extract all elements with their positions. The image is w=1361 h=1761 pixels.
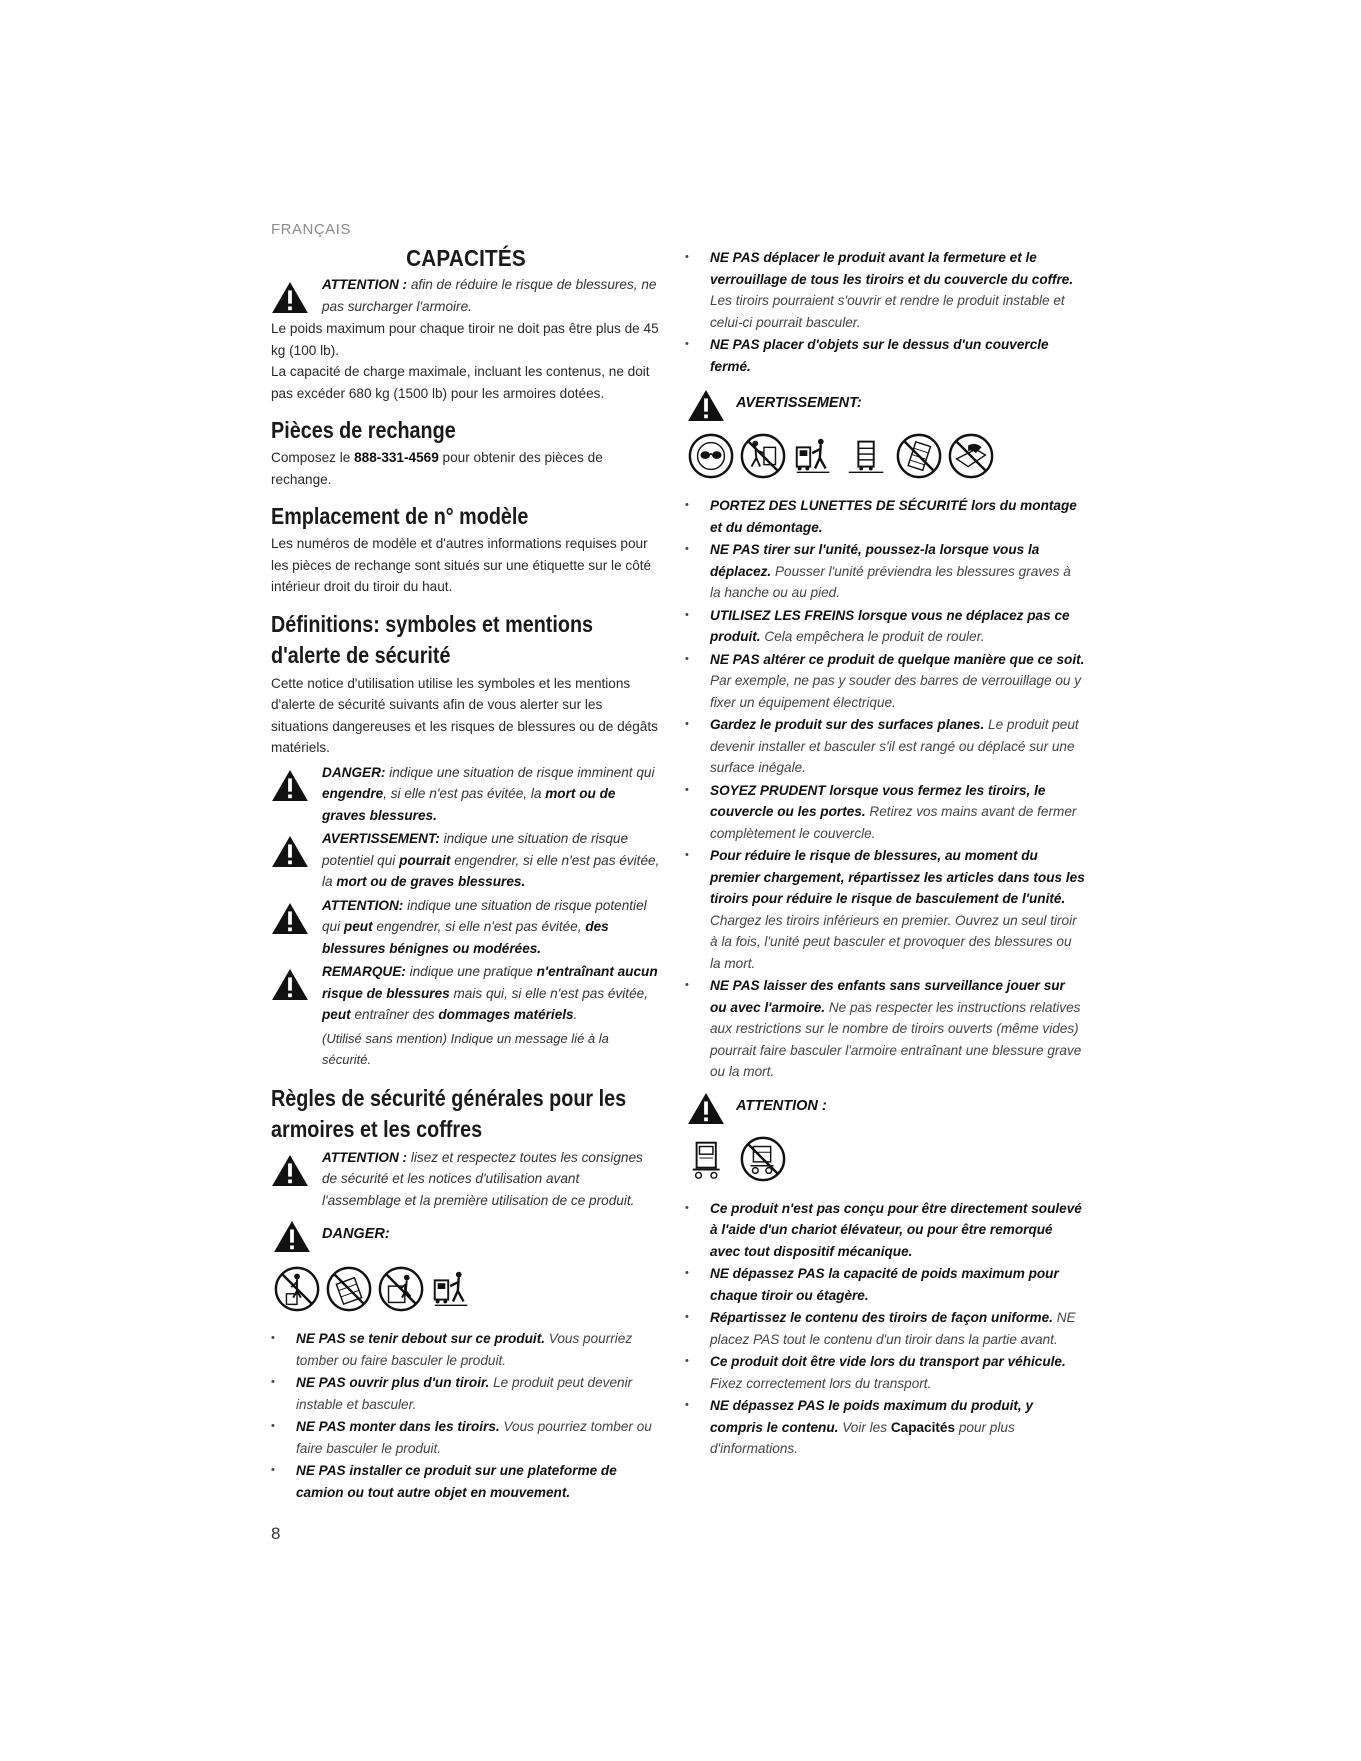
warning-triangle-icon [271, 835, 309, 868]
list-item: • NE PAS déplacer le produit avant la fermeture et le verrouillage de tous les tiroirs et du couvercle du coffre. Les tiroirs pourraient s'ouvrir et rendre le produit instable et celui-ci pourrait basculer. [685, 247, 1085, 333]
list-item: • PORTEZ DES LUNETTES DE SÉCURITÉ lors du montage et du démontage. [685, 495, 1085, 538]
regles-danger [271, 1220, 661, 1262]
warning-triangle-icon [271, 1154, 309, 1187]
capacites-title: CAPACITÉS [406, 245, 526, 271]
pieces-title: Pièces de rechange [271, 417, 456, 443]
avertissement-alert [685, 389, 1085, 431]
capacites-attention [271, 274, 661, 317]
push-cart-icon [791, 432, 839, 480]
danger-definition: DANGER: indique une situation de risque imminent qui engendre, si elle n'est pas évitée, la mort ou de graves blessures. [271, 762, 661, 827]
attention-definition: ATTENTION: indique une situation de risque potentiel qui peut engendrer, si elle n'est pas évitée, des blessures bénignes ou modérées. [271, 895, 661, 960]
avertissement-icons-row [687, 431, 1085, 481]
emplacement-text: Les numéros de modèle et d'autres informations requises pour les pièces de rechange sont situés sur une étiquette sur le côté intérieur droit du tiroir du haut. [271, 536, 652, 594]
warning-triangle-icon [271, 769, 309, 802]
avertissement-label: AVERTISSEMENT: [736, 395, 862, 411]
list-item: • Ce produit doit être vide lors du transport par véhicule. Fixez correctement lors du transport. [685, 1351, 1085, 1394]
no-forklift-icon [687, 1135, 735, 1183]
remarque-definition: REMARQUE: indique une pratique n'entraînant aucun risque de blessures mais qui, si elle n'est pas évitée, peut entraîner des dommages matériels. (Utilisé sans mention) Indique un message lié à la sécurité. [271, 961, 661, 1071]
level-surface-icon [843, 432, 891, 480]
danger-bullets [271, 1328, 661, 1503]
attention-icons-row [687, 1134, 1085, 1184]
warning-triangle-icon [687, 389, 725, 422]
regles-attention: ATTENTION : lisez et respectez toutes les consignes de sécurité et les notices d'utilisation avant l'assemblage et la première utilisation de ce produit. [271, 1147, 661, 1212]
no-tipping-icon [895, 432, 943, 480]
right-column [685, 247, 1085, 1461]
definitions-title: Définitions: symboles et mentions d'alerte de sécurité [271, 610, 594, 668]
list-item: • NE PAS placer d'objets sur le dessus d'un couvercle fermé. [685, 334, 1085, 377]
list-item: • Gardez le produit sur des surfaces planes. Le produit peut devenir installer et basculer s'il est rangé ou déplacé sur une surface inégale. [685, 714, 1085, 779]
danger-icons-row [273, 1264, 661, 1314]
attention-label: ATTENTION : [322, 277, 408, 292]
list-item: • NE PAS laisser des enfants sans surveillance jouer sur ou avec l'armoire. Ne pas respecter les instructions relatives aux restrictions sur le nombre de tiroirs ouverts (même vides) pourrait faire basculer l'armoire entraînant une blessure grave ou la mort. [685, 975, 1085, 1083]
pieces-text: Composez le 888-331-4569 pour obtenir des pièces de rechange. [271, 450, 603, 487]
list-item: • Répartissez le contenu des tiroirs de façon uniforme. NE placez PAS tout le contenu d'un tiroir dans la partie avant. [685, 1307, 1085, 1350]
warning-triangle-icon [271, 281, 309, 314]
pinch-hazard-icon [947, 432, 995, 480]
list-item: • SOYEZ PRUDENT lorsque vous fermez les tiroirs, le couvercle ou les portes. Retirez vos mains avant de fermer complètement le couvercle. [685, 780, 1085, 845]
list-item: • UTILISEZ LES FREINS lorsque vous ne déplacez pas ce produit. Cela empêchera le produit de rouler. [685, 605, 1085, 648]
warning-triangle-icon [687, 1092, 725, 1125]
list-item: • NE dépassez PAS la capacité de poids maximum pour chaque tiroir ou étagère. [685, 1263, 1085, 1306]
attention-bullets [685, 1198, 1085, 1460]
list-item: • NE PAS altérer ce produit de quelque manière que ce soit. Par exemple, ne pas y souder des barres de verrouillage ou y fixer un équipement électrique. [685, 649, 1085, 714]
push-cart-icon [429, 1265, 477, 1313]
list-item: • NE PAS tirer sur l'unité, poussez-la lorsque vous la déplacez. Pousser l'unité préviendra les blessures graves à la hanche ou au pied. [685, 539, 1085, 604]
safety-glasses-icon [687, 432, 735, 480]
list-item: • NE dépassez PAS le poids maximum du produit, y compris le contenu. Voir les Capacités pour plus d'informations. [685, 1395, 1085, 1460]
page-number: 8 [271, 1524, 281, 1543]
warning-triangle-icon [271, 902, 309, 935]
list-item: • NE PAS monter dans les tiroirs. Vous pourriez tomber ou faire basculer le produit. [271, 1416, 661, 1459]
warning-triangle-icon [273, 1220, 311, 1253]
remarque-note: (Utilisé sans mention) Indique un message lié à la sécurité. [322, 1030, 609, 1067]
definitions-intro: Cette notice d'utilisation utilise les symboles et les mentions d'alerte de sécurité suivants afin de vous alerter sur les situations dangereuses et les risques de blessures ou de dégâts matériels. [271, 675, 658, 755]
avertissement-bullets [685, 495, 1085, 1083]
regles-title: Règles de sécurité générales pour les armoires et les coffres [271, 1084, 627, 1142]
capacites-drawer-weight: Le poids maximum pour chaque tiroir ne doit pas être plus de 45 kg (100 lb). [271, 321, 659, 358]
attention-label: ATTENTION : [736, 1097, 827, 1114]
attention-alert [685, 1092, 1085, 1134]
list-item: • NE PAS installer ce produit sur une plateforme de camion ou tout autre objet en mouvement. [271, 1460, 661, 1503]
top-bullets [685, 247, 1085, 377]
list-item: • Ce produit n'est pas conçu pour être directement soulevé à l'aide d'un chariot élévateur, ou pour être remorqué avec tout dispositif mécanique. [685, 1198, 1085, 1263]
attention-text: afin de réduire le risque de blessures, ne pas surcharger l'armoire. [322, 277, 657, 314]
phone-number: 888-331-4569 [354, 450, 439, 465]
list-item: • NE PAS se tenir debout sur ce produit. Vous pourriez tomber ou faire basculer le produit. [271, 1328, 661, 1371]
left-column [271, 245, 661, 1504]
no-standing-on-product-icon [273, 1265, 321, 1313]
language-header: FRANÇAIS [271, 221, 351, 238]
capacites-max-load: La capacité de charge maximale, incluant les contenus, ne doit pas excéder 680 kg (1500 lb) pour les armoires dotées. [271, 364, 650, 401]
no-climbing-drawers-icon [377, 1265, 425, 1313]
no-opening-multiple-drawers-icon [325, 1265, 373, 1313]
avertissement-definition: AVERTISSEMENT: indique une situation de risque potentiel qui pourrait engendrer, si elle n'est pas évitée, la mort ou de graves blessures. [271, 828, 661, 893]
no-pulling-cart-icon [739, 432, 787, 480]
danger-label: DANGER: [322, 1226, 390, 1242]
warning-triangle-icon [271, 968, 309, 1001]
list-item: • Pour réduire le risque de blessures, au moment du premier chargement, répartissez les articles dans tous les tiroirs pour réduire le risque de basculement de l'unité. Chargez les tiroirs inférieurs en premier. Ouvrez un seul tiroir à la fois, l'unité peut basculer et provoquer des blessures ou la mort. [685, 845, 1085, 974]
emplacement-title: Emplacement de n° modèle [271, 503, 529, 529]
list-item: • NE PAS ouvrir plus d'un tiroir. Le produit peut devenir instable et basculer. [271, 1372, 661, 1415]
no-mechanical-lift-icon [739, 1135, 787, 1183]
